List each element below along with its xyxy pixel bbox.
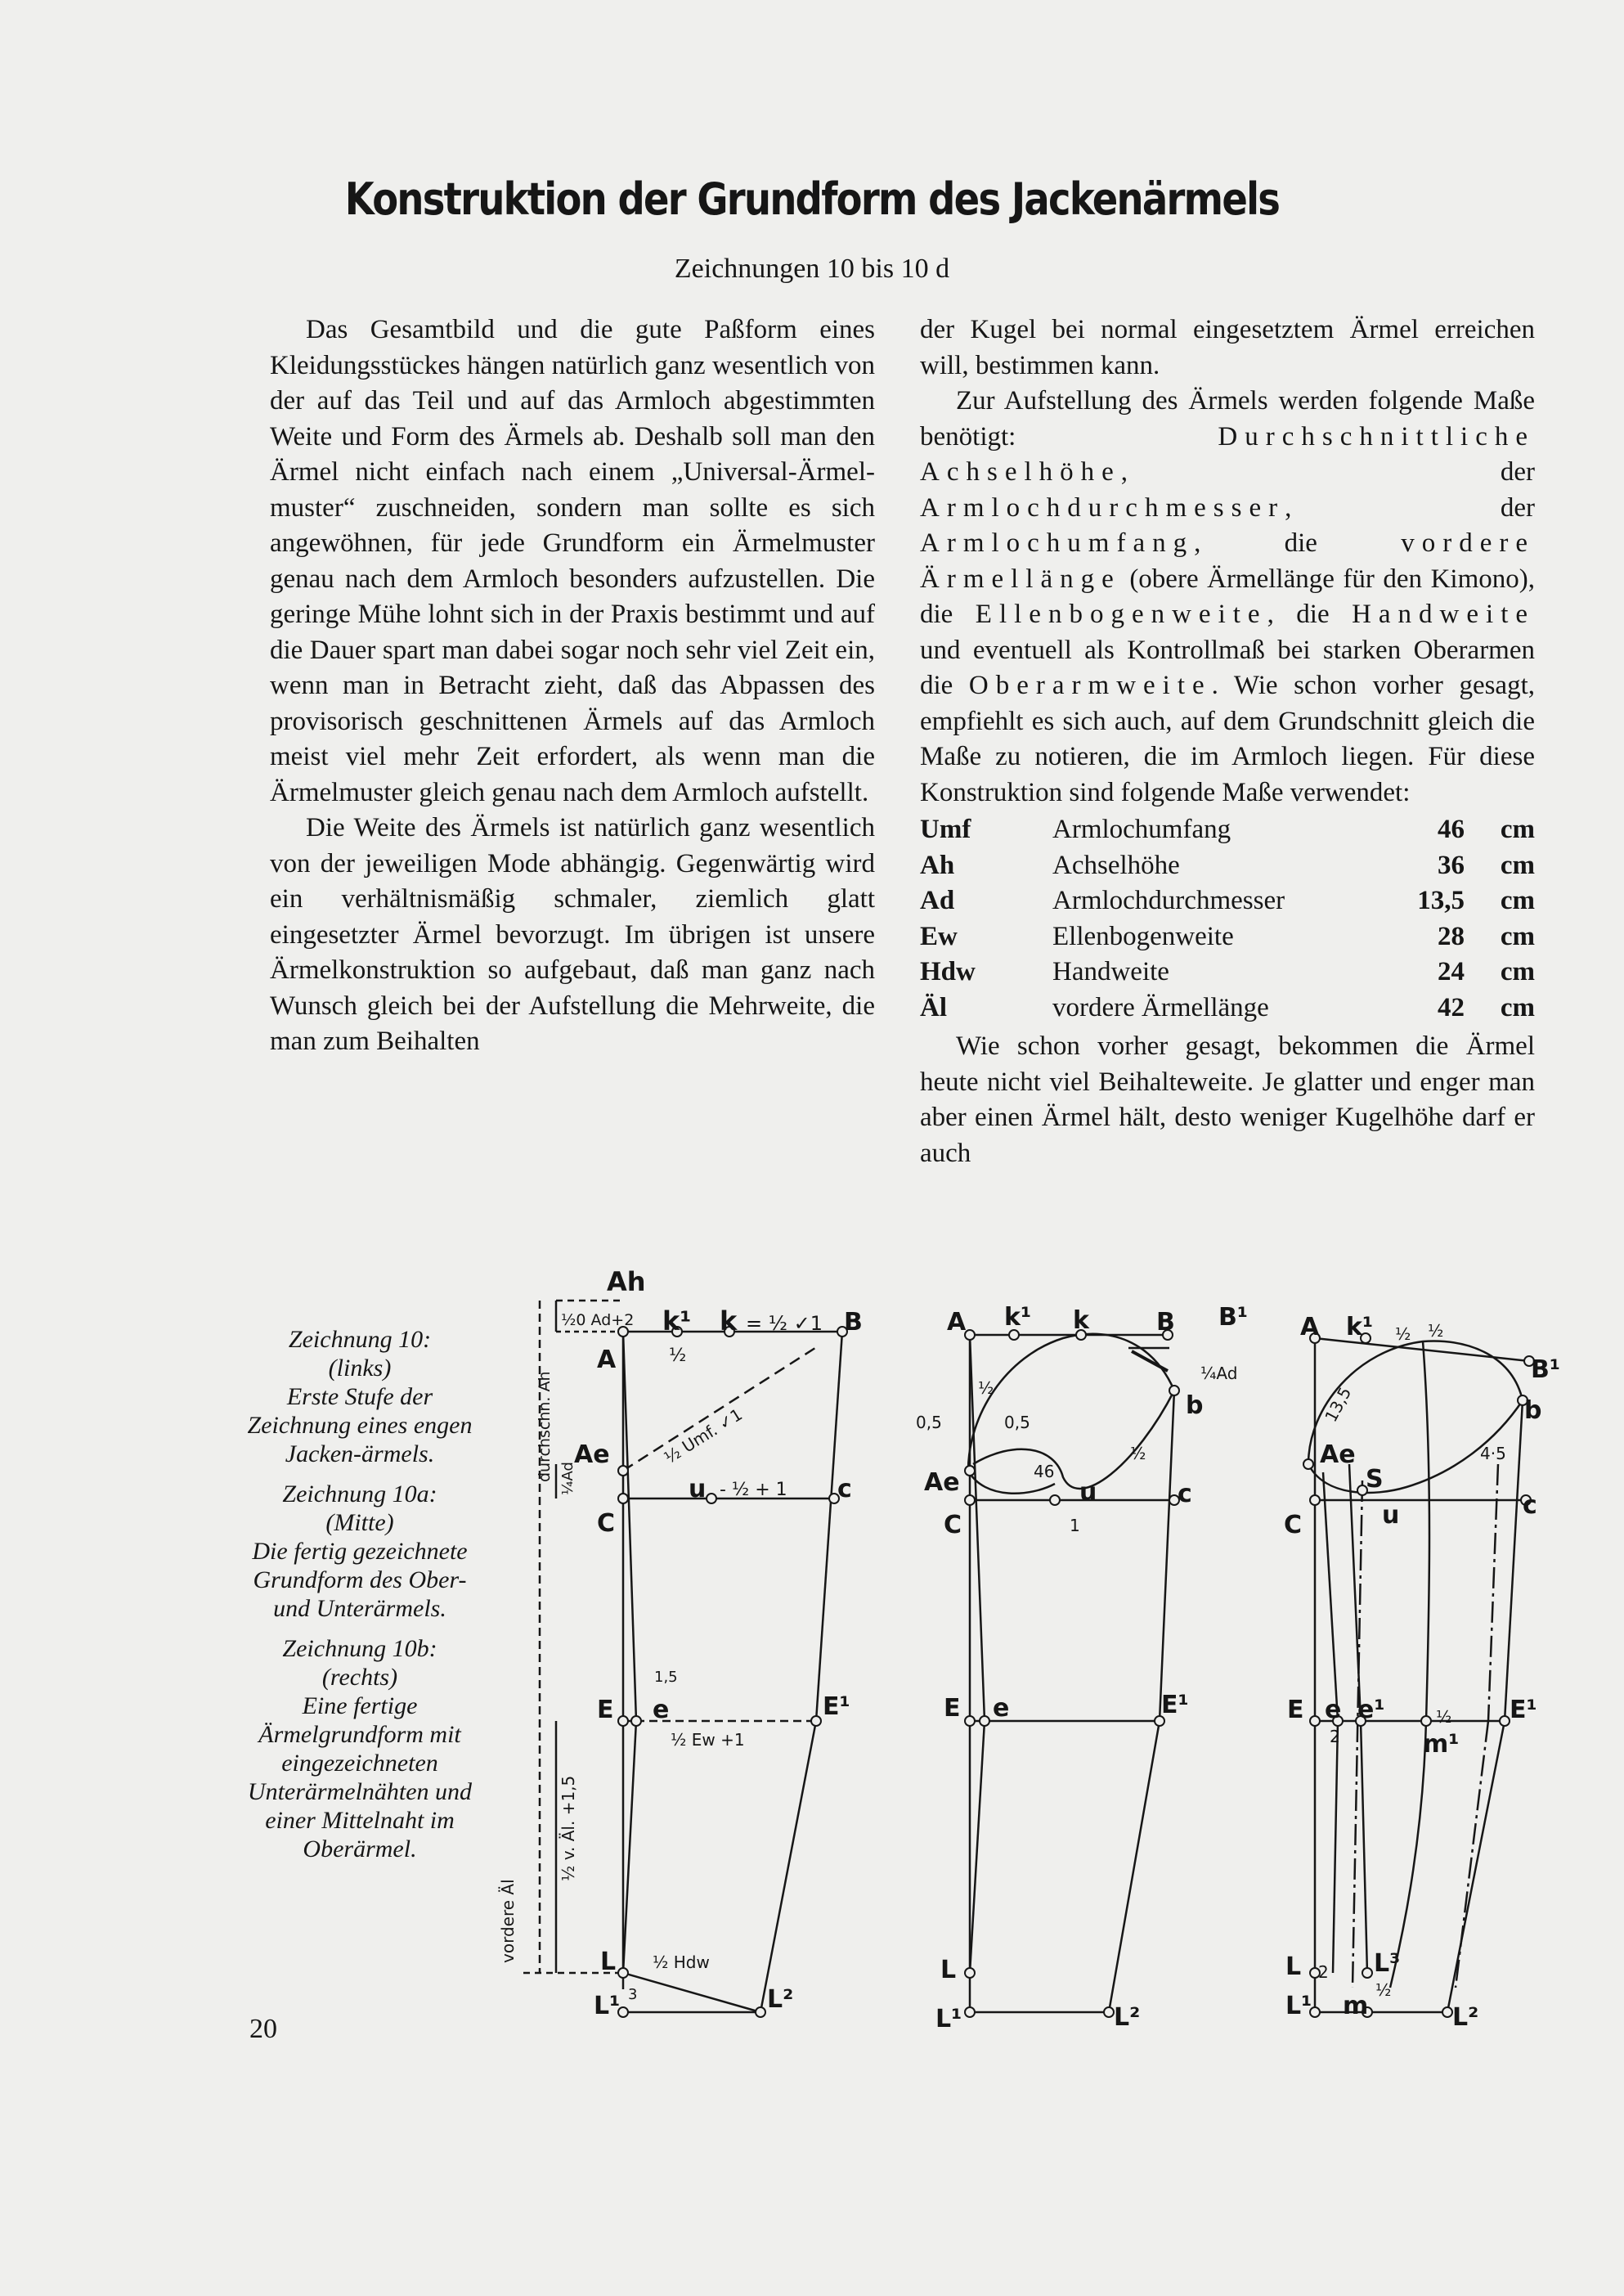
measurement-unit: cm (1500, 992, 1535, 1022)
point-A (965, 1330, 975, 1340)
label-B: B (1156, 1308, 1175, 1337)
label-B1: B¹ (1218, 1303, 1249, 1332)
caption-position: (rechts) (321, 1664, 398, 1691)
label-e: e (993, 1694, 1010, 1723)
label-L1: L¹ (935, 2005, 962, 2033)
label-durchschn-ah: durchschn. Ah (536, 1371, 554, 1482)
underarm-seam (1323, 1472, 1338, 1721)
measurement-value: 36 (1438, 850, 1465, 880)
label-k1: k¹ (662, 1305, 692, 1337)
label-Ae: Ae (924, 1468, 960, 1497)
label-L: L (1285, 1952, 1302, 1981)
line-A-e (623, 1332, 636, 1721)
point-Ae (618, 1466, 628, 1476)
line-E1-L2 (760, 1721, 816, 2012)
caption-text: Erste Stufe der Zeichnung eines engen Jacken-ärmels. (247, 1383, 473, 1467)
measurement-abbr: Ad (920, 886, 955, 915)
label-half: ½ (978, 1378, 994, 1398)
page-number: 20 (249, 2014, 277, 2044)
line-L-L2 (623, 1973, 760, 2012)
label-half: ½ (1428, 1321, 1444, 1341)
point-E (618, 1716, 628, 1726)
line-Ae-B (623, 1346, 818, 1471)
under-sleeve-cap (973, 1391, 1174, 1489)
line-B-E1 (816, 1332, 842, 1721)
measurement-label: Handweite (1052, 957, 1169, 986)
measurement-abbr: Ew (920, 921, 958, 951)
label-half-umf: ½ Umf. ✓1 (660, 1404, 746, 1468)
measurement-abbr: Umf (920, 815, 971, 844)
label-half-hdw: ½ Hdw (653, 1952, 710, 1972)
upper-arm-middle-seam (1390, 1341, 1429, 1988)
spaced-term: Durchschnittliche Achselhöhe (920, 421, 1535, 487)
line-E1-L2 (1447, 1721, 1505, 2012)
point-L2 (1104, 2007, 1114, 2017)
text-run: , der (1120, 457, 1535, 487)
drawing-10a-labels (916, 1303, 1248, 2033)
label-c: c (837, 1475, 852, 1503)
text-run: und eventuell als Kontrollmaß bei starken Oberarmen die (920, 635, 1535, 700)
point-C (618, 1494, 628, 1503)
label-2: 2 (1318, 1962, 1329, 1982)
label-half-al: ½ v. Äl. +1,5 (559, 1775, 578, 1881)
label-A: A (597, 1346, 617, 1374)
measurement-label: Ellenbogenweite (1052, 921, 1234, 951)
drawing-10a-points (965, 1330, 1179, 2017)
label-quarter-ad: ¼Ad (1200, 1364, 1238, 1383)
paragraph: Die Weite des Ärmels ist natürlich ganz wesentlich von der jeweiligen Mode abhängig. Gegenwärtig wird ein verhältnismäßig schmaler, ziemlich glatt eingesetzter Ärmel bevorzugt. Im übrigen ist unsere Ärmelkonstruktion so aufgebaut, daß man ganz nach Wunsch gleich bei der Aufstellung die Mehrweite, die man zum Beihalten (270, 813, 875, 1056)
point-e (980, 1716, 989, 1726)
measurement-value: 28 (1438, 921, 1465, 951)
label-k1: k¹ (1004, 1303, 1032, 1332)
page-title: Konstruktion der Grundform des Jackenärmels (344, 173, 1280, 225)
point-Ae (1303, 1459, 1313, 1469)
measurement-abbr: Hdw (920, 957, 976, 986)
point-L2 (756, 2007, 765, 2017)
label-u: u (689, 1475, 707, 1503)
text-run: , der (1285, 492, 1535, 523)
label-e: e (653, 1696, 670, 1724)
label-Ae: Ae (1320, 1440, 1356, 1469)
caption-title: Zeichnung 10: (288, 1326, 432, 1353)
label-L3: L³ (1374, 1949, 1401, 1978)
measurement-unit: cm (1500, 957, 1535, 986)
label-ad-plus: ½0 Ad+2 (561, 1311, 635, 1329)
label-L2: L² (1114, 2003, 1141, 2032)
label-A: A (947, 1308, 967, 1337)
caption-position: (links) (328, 1355, 392, 1382)
label-k1: k¹ (1346, 1313, 1374, 1341)
label-m1: m¹ (1423, 1730, 1460, 1759)
label-4-5: 4·5 (1480, 1444, 1506, 1463)
paragraph: Wie schon vorher gesagt, bekommen die Ärmel heute nicht viel Beihalteweite. Je glatter und enger man aber einen Ärmel hält, desto weniger Kugelhöhe darf er auch (920, 1031, 1535, 1168)
label-1-5: 1,5 (654, 1669, 678, 1686)
point-e (631, 1716, 641, 1726)
point-C (965, 1495, 975, 1505)
caption-title: Zeichnung 10b: (282, 1635, 437, 1662)
point-u (707, 1494, 716, 1503)
label-b: b (1524, 1396, 1542, 1425)
helper-line (1488, 1464, 1498, 1721)
label-k-formula: = ½ ✓1 (746, 1312, 823, 1335)
label-B1: B¹ (1531, 1355, 1561, 1384)
page-subtitle: Zeichnungen 10 bis 10 d (674, 254, 950, 284)
text-run: Zur Aufstellung des Ärmels werden folgende Maße benötigt: (920, 386, 1535, 452)
measurement-unit: cm (1500, 921, 1535, 951)
label-3: 3 (628, 1986, 638, 2003)
label-E1: E¹ (1161, 1691, 1189, 1719)
label-E1: E¹ (1510, 1696, 1537, 1724)
spaced-term: Ellenbogenweite (975, 600, 1267, 629)
caption-title: Zeichnung 10a: (282, 1480, 437, 1507)
drawing-10-labels (498, 1266, 863, 2020)
label-E: E (597, 1696, 614, 1724)
point-u (1050, 1495, 1060, 1505)
measurement-value: 42 (1438, 992, 1465, 1022)
spaced-term: Armlochdurchmesser (920, 492, 1285, 523)
caption-text: Die fertig gezeichnete Grundform des Ober- und Unterärmels. (252, 1538, 468, 1622)
spaced-term: Handweite (1352, 600, 1536, 629)
paragraph: der Kugel bei normal eingesetztem Ärmel erreichen will, bestimmen kann. (920, 315, 1535, 380)
point-L2 (1442, 2007, 1452, 2017)
drawing-10b (1308, 1338, 1529, 2012)
label-k: k (1073, 1306, 1089, 1335)
label-E: E (944, 1694, 961, 1723)
drawing-10-points (618, 1327, 847, 2017)
line-e-L (970, 1721, 985, 1973)
label-L1: L¹ (594, 1992, 621, 2020)
caption-text: Eine fertige Ärmelgrundform mit eingezeichneten Unterärmelnähten und einer Mittelnaht im Oberärmel. (247, 1692, 473, 1862)
point-L (618, 1968, 628, 1978)
label-e1: e¹ (1357, 1696, 1385, 1724)
spaced-term: Oberarmweite (968, 671, 1212, 700)
label-quarter-ad: ¼Ad (559, 1462, 576, 1495)
label-46: 46 (1034, 1462, 1055, 1481)
measurement-abbr: Ah (920, 850, 955, 880)
label-B: B (844, 1308, 863, 1337)
label-Ah: Ah (607, 1266, 646, 1297)
label-k: k (720, 1305, 738, 1337)
underarm-seam (1333, 1721, 1338, 1973)
label-b: b (1186, 1391, 1204, 1420)
drawing-10b-labels (1284, 1313, 1560, 2032)
text-run: (obere Ärmellänge für den Kimono), die (920, 564, 1535, 629)
label-L: L (940, 1956, 957, 1984)
label-half: ½ (1130, 1444, 1146, 1463)
measurement-label: Achselhöhe (1052, 850, 1180, 880)
label-E: E (1287, 1696, 1304, 1724)
measurement-value: 46 (1438, 815, 1465, 844)
point-E1 (1500, 1716, 1510, 1726)
measurement-unit: cm (1500, 886, 1535, 915)
spaced-term: Armlochumfang (920, 528, 1195, 558)
measurement-value: 24 (1438, 957, 1465, 986)
underarm-seam (1349, 1464, 1361, 1721)
label-vordere-al: vordere Äl (498, 1879, 518, 1963)
label-2: 2 (1330, 1727, 1340, 1746)
point-E (1310, 1716, 1320, 1726)
point-C (1310, 1495, 1320, 1505)
measurement-abbr: Äl (920, 992, 947, 1022)
measurement-value: 13,5 (1417, 886, 1465, 915)
label-L2: L² (767, 1985, 794, 2014)
label-half-ew: ½ Ew +1 (671, 1730, 745, 1750)
label-C: C (944, 1511, 962, 1539)
line-e-L (623, 1721, 636, 1973)
point-L1 (965, 2007, 975, 2017)
drawing-10b-points (1303, 1333, 1534, 2017)
label-L1: L¹ (1285, 1992, 1312, 2020)
label-half: ½ (669, 1346, 687, 1366)
line-b-E1 (1160, 1391, 1174, 1721)
text-run: , die (1194, 528, 1317, 558)
label-A: A (1300, 1313, 1320, 1341)
point-E1 (811, 1716, 821, 1726)
point-E (965, 1716, 975, 1726)
point-m1 (1421, 1716, 1431, 1726)
drawing-10a (968, 1334, 1174, 2012)
label-1: 1 (1070, 1516, 1080, 1535)
spaced-term: vordere Ärmellänge (920, 528, 1535, 594)
label-Ae: Ae (574, 1440, 610, 1469)
measurement-label: Armlochdurchmesser (1052, 886, 1285, 915)
label-L: L (600, 1948, 617, 1976)
label-half: ½ (1395, 1324, 1411, 1344)
line-b-E1 (1505, 1400, 1523, 1721)
label-half: ½ (1375, 1980, 1392, 2000)
label-e: e (1325, 1696, 1342, 1724)
label-13-5: 13,5 (1321, 1383, 1356, 1426)
label-C: C (597, 1509, 616, 1538)
label-c: c (1178, 1480, 1192, 1508)
label-u-formula: - ½ + 1 (720, 1480, 787, 1500)
point-L3 (1362, 1968, 1372, 1978)
label-half: ½ (1436, 1707, 1452, 1727)
line-E1-L2 (1109, 1721, 1160, 2012)
text-run: . Wie schon vorher gesagt, empfiehlt es sich auch, auf dem Grundschnitt gleich die Maße zu notieren, die im Armloch liegen. Für diese Konstruktion sind folgende Maße verwendet: (920, 671, 1535, 807)
measurement-unit: cm (1500, 850, 1535, 880)
label-u: u (1382, 1501, 1400, 1530)
caption-position: (Mitte) (325, 1509, 394, 1536)
paragraph: Das Gesamtbild und die gute Paßform eines Kleidungsstückes hängen natürlich ganz wesentlich von der auf das Teil und auf das Armloch abgestimmten Weite und Form des Ärmels ab. Deshalb soll man den Ärmel nicht einfach nach einem „Universal-Ärmel-muster“ zuschneiden, sondern man sollte es sich angewöhnen, für jede Grundform ein Ärmelmuster genau nach dem Armloch besonders aufzustellen. Die geringe Mühe lohnt sich in der Praxis bestimmt und auf die Dauer spart man dabei sogar noch sehr viel Zeit ein, wenn man in Betracht zieht, daß das Abpassen des provisorisch geschnittenen Ärmels auf das Armloch meist viel mehr Zeit erfordert, als wenn man die Ärmelmuster gleich genau nach dem Armloch aufstellt. (270, 315, 875, 807)
label-L2: L² (1452, 2003, 1479, 2032)
point-L (965, 1968, 975, 1978)
label-c: c (1523, 1491, 1537, 1520)
label-0-5: 0,5 (916, 1413, 942, 1432)
drawing-10 (523, 1301, 842, 2012)
measurement-label: Armlochumfang (1052, 815, 1231, 844)
label-u: u (1079, 1478, 1097, 1507)
label-0-5: 0,5 (1004, 1413, 1030, 1432)
label-S: S (1366, 1465, 1384, 1494)
measurement-unit: cm (1500, 815, 1535, 844)
text-run: , die (1267, 600, 1330, 629)
underarm-seam (1361, 1721, 1367, 1973)
label-C: C (1284, 1511, 1303, 1539)
label-m: m (1343, 1992, 1369, 2020)
label-E1: E¹ (823, 1692, 850, 1721)
point-Ae (965, 1466, 975, 1476)
point-b (1169, 1386, 1179, 1395)
measurement-label: vordere Ärmellänge (1052, 992, 1269, 1022)
